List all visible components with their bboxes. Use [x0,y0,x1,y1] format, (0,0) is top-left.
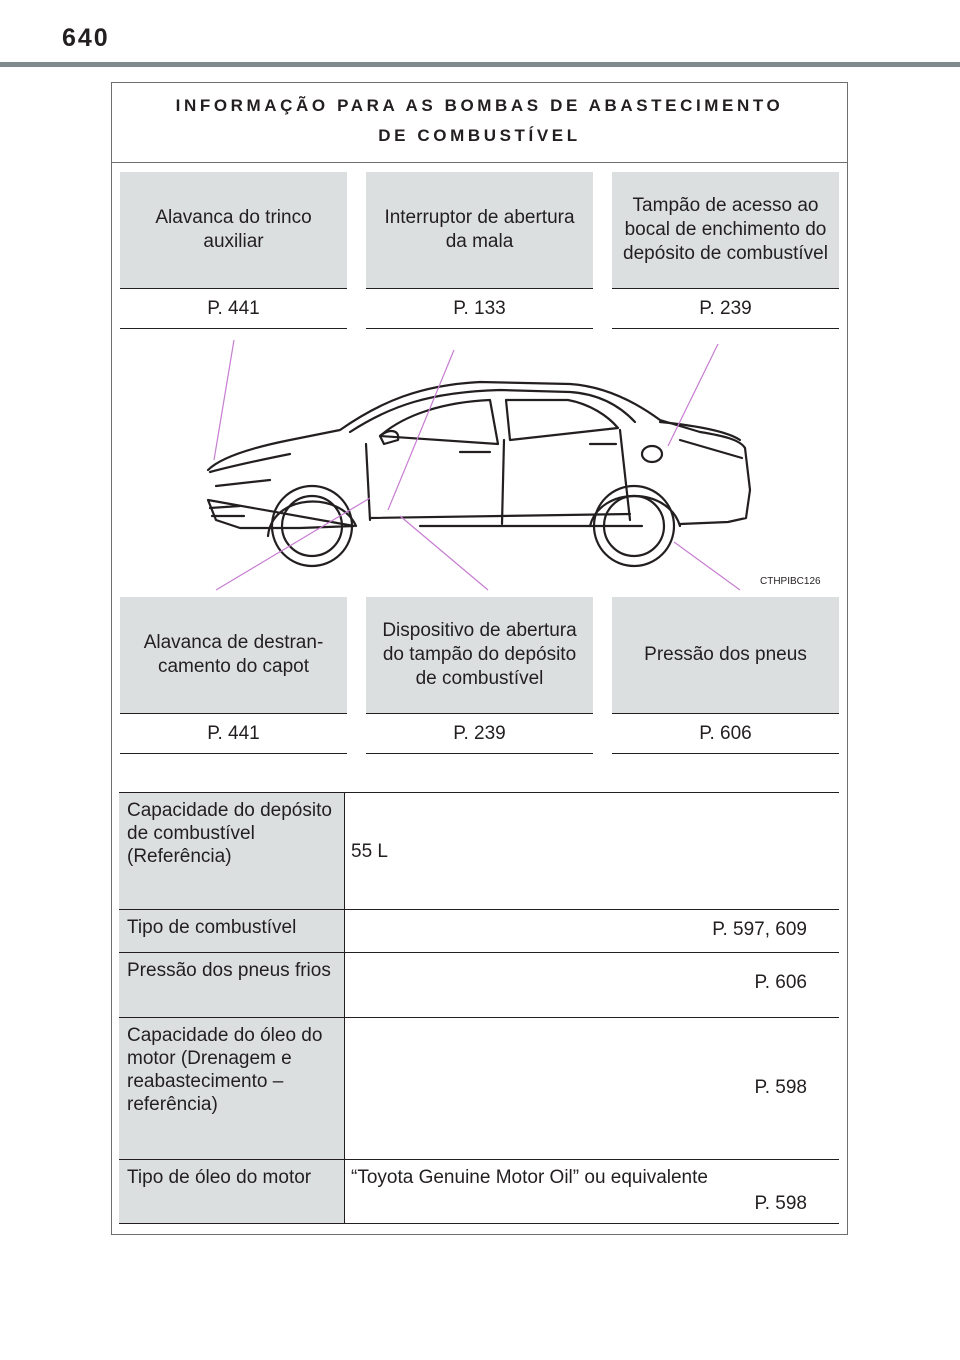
page-ref-link[interactable]: P. 441 [120,289,347,329]
image-code: CTHPIBC126 [760,576,821,587]
page-ref-link[interactable]: P. 441 [120,714,347,754]
label-text: Dispositivo de abertura do tampão do depósito de combustível [382,620,577,689]
label-text: Interruptor de abertura da mala [384,207,575,252]
spec-value [345,953,839,1017]
spec-value-text: 55 L [351,840,388,862]
page-ref-link[interactable]: P. 597, 609 [712,919,807,940]
spec-value-text: “Toyota Genuine Motor Oil” ou equivalente [351,1167,708,1188]
spec-value [345,1018,839,1159]
page-ref-link[interactable]: P. 606 [754,972,807,993]
title-line-1: INFORMAÇÃO PARA AS BOMBAS DE ABASTECIMENTO [175,96,784,115]
spec-label: Capacidade do óleo do motor (Drenagem e reabastecimento – referência) [119,1018,345,1159]
page-ref-link[interactable]: P. 606 [612,714,839,754]
car-illustration [180,340,780,600]
label-text: Pressão dos pneus [644,644,807,665]
label-box-hood-aux-lever [120,172,347,289]
table-row [119,1160,839,1224]
label-box-tire-pressure [612,597,839,714]
table-row [119,793,839,910]
page-ref-link[interactable]: P. 239 [612,289,839,329]
label-box-fuel-door-opener [366,597,593,714]
label-box-trunk-switch [366,172,593,289]
spec-label: Tipo de óleo do motor [119,1160,345,1223]
label-box-hood-release-lever [120,597,347,714]
spec-value [345,793,839,909]
page-ref-link[interactable]: P. 598 [754,1077,807,1098]
table-row [119,1018,839,1160]
page-ref-link[interactable]: P. 239 [366,714,593,754]
spec-value [345,1160,839,1223]
header-rule [0,62,960,67]
title-line-2: DE COMBUSTÍVEL [378,126,581,145]
section-title [112,83,847,163]
spec-table [119,792,839,1224]
spec-label: Pressão dos pneus frios [119,953,345,1017]
spec-value [345,910,839,952]
spec-label: Tipo de combustível [119,910,345,952]
label-text: Alavanca do trinco auxiliar [155,207,312,252]
table-row [119,910,839,953]
label-text: Tampão de acesso ao bocal de enchimento do depósito de combustível [623,195,828,264]
page-number: 640 [62,24,110,52]
label-text: Alavanca de destran-camento do capot [143,632,324,677]
spec-label: Capacidade do depósito de combustível (Referência) [119,793,345,909]
page-ref-link[interactable]: P. 133 [366,289,593,329]
label-box-fuel-cap [612,172,839,289]
page-ref-link[interactable]: P. 598 [754,1193,807,1214]
table-row [119,953,839,1018]
